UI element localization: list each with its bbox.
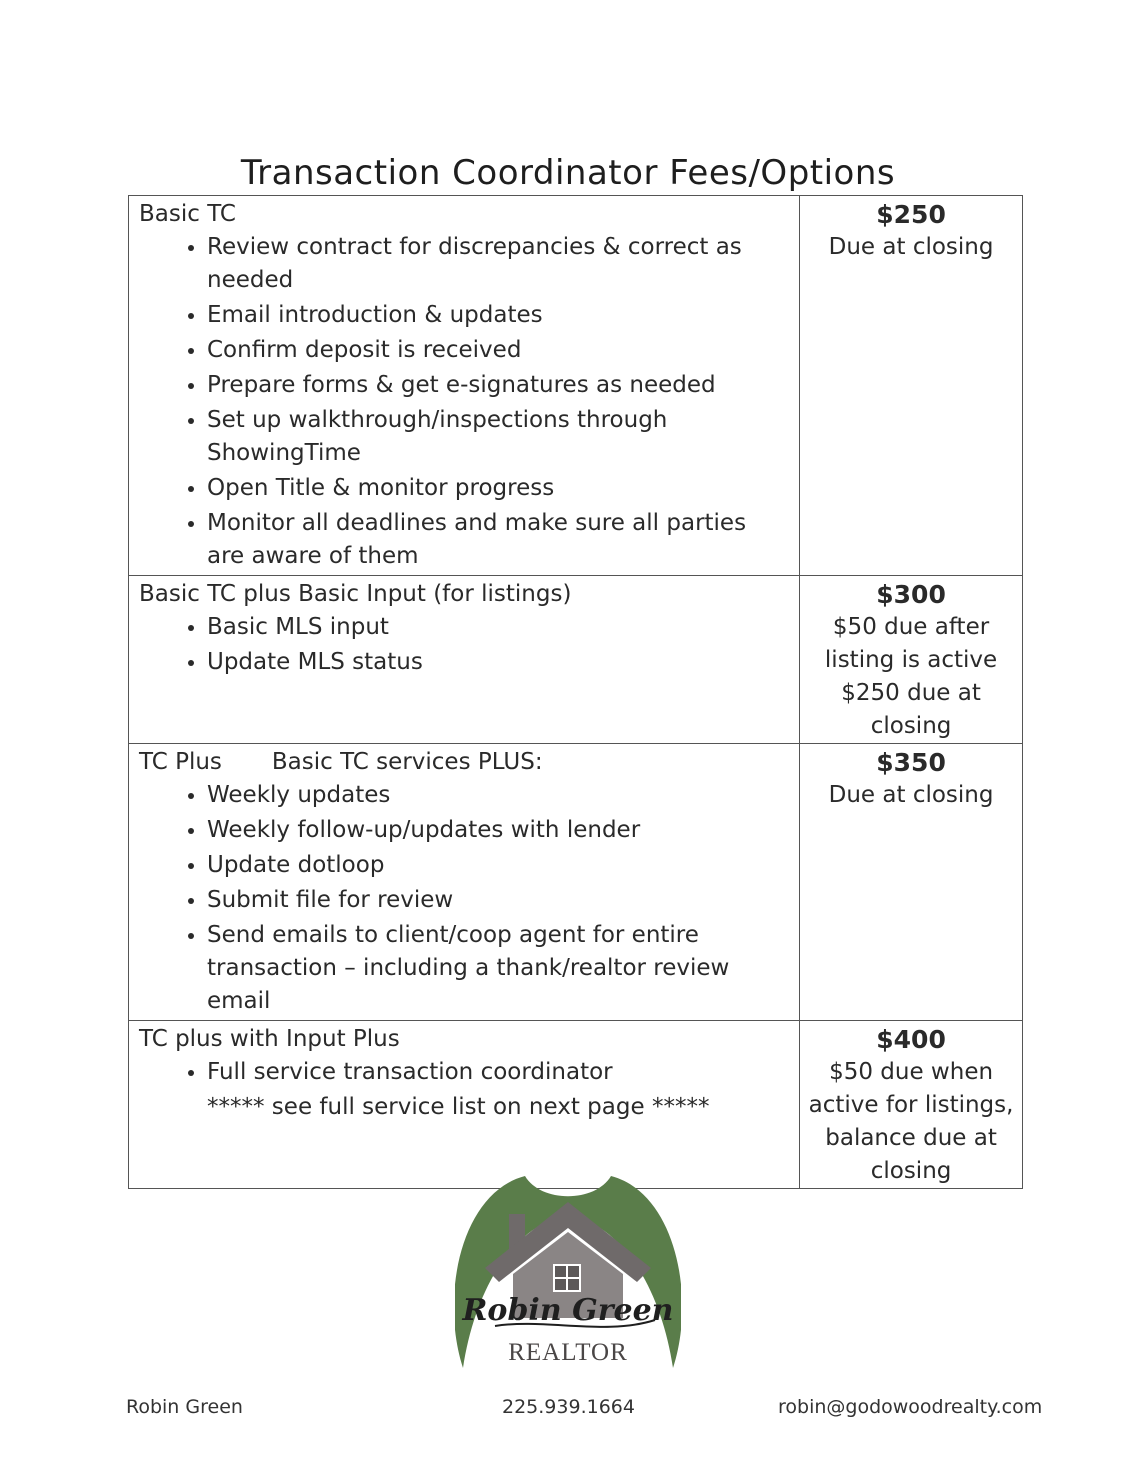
list-item: • Submit file for review <box>207 884 789 917</box>
tier-price <box>800 576 1023 744</box>
tier-price <box>800 196 1023 576</box>
list-item: • Update MLS status <box>207 646 789 679</box>
fees-table <box>128 195 1023 1189</box>
tier-name: Basic TC plus Basic Input (for listings) <box>139 581 572 607</box>
table-row <box>129 196 1023 576</box>
list-item: • Email introduction & updates <box>207 299 789 332</box>
tier-description <box>129 744 800 1021</box>
service-list-note: ***** see full service list on next page ***** <box>207 1094 710 1120</box>
service-list <box>139 779 789 1018</box>
list-item: • Send emails to client/coop agent for entire transaction – including a thank/realtor review email <box>207 919 789 1018</box>
payment-terms: Due at closing <box>828 234 994 260</box>
list-item: • Set up walkthrough/inspections through ShowingTime <box>207 404 789 470</box>
tier-name-suffix: Basic TC services PLUS: <box>271 749 543 775</box>
price-amount: $250 <box>876 200 946 229</box>
service-list <box>139 231 789 573</box>
payment-terms: $50 due after listing is active $250 due at closing <box>824 614 998 739</box>
list-item: • Confirm deposit is received <box>207 334 789 367</box>
logo-script-text: Robin Green <box>462 1293 674 1328</box>
list-item: • Monitor all deadlines and make sure all parties are aware of them <box>207 507 789 573</box>
footer-name: Robin Green <box>126 1396 243 1418</box>
tier-description <box>129 196 800 576</box>
tier-description <box>129 1021 800 1189</box>
list-item: • Update dotloop <box>207 849 789 882</box>
payment-terms: Due at closing <box>828 782 994 808</box>
list-item: • Open Title & monitor progress <box>207 472 789 505</box>
tier-name <box>139 746 789 779</box>
tier-description <box>129 576 800 744</box>
tier-price <box>800 744 1023 1021</box>
logo-caption: REALTOR <box>508 1339 628 1366</box>
list-item: • Basic MLS input <box>207 611 789 644</box>
list-item: • Weekly updates <box>207 779 789 812</box>
price-amount: $400 <box>876 1025 946 1054</box>
table-row <box>129 744 1023 1021</box>
realtor-logo <box>455 1168 681 1378</box>
page-title: Transaction Coordinator Fees/Options <box>240 152 896 193</box>
footer-email: robin@godowoodrealty.com <box>778 1396 1043 1418</box>
list-item: • Full service transaction coordinator <box>207 1056 789 1089</box>
tier-price <box>800 1021 1023 1189</box>
tier-name-text: TC Plus <box>139 749 222 775</box>
table-row <box>129 1021 1023 1189</box>
service-list <box>139 1056 789 1089</box>
table-row <box>129 576 1023 744</box>
price-amount: $300 <box>876 580 946 609</box>
footer-phone: 225.939.1664 <box>502 1396 635 1418</box>
tier-name: Basic TC <box>139 201 236 227</box>
price-amount: $350 <box>876 748 946 777</box>
list-item: • Review contract for discrepancies & correct as needed <box>207 231 789 297</box>
list-item: • Prepare forms & get e-signatures as needed <box>207 369 789 402</box>
list-item: • Weekly follow-up/updates with lender <box>207 814 789 847</box>
service-list <box>139 611 789 679</box>
payment-terms: $50 due when active for listings, balance due at closing <box>808 1059 1014 1184</box>
tier-name: TC plus with Input Plus <box>139 1026 400 1052</box>
